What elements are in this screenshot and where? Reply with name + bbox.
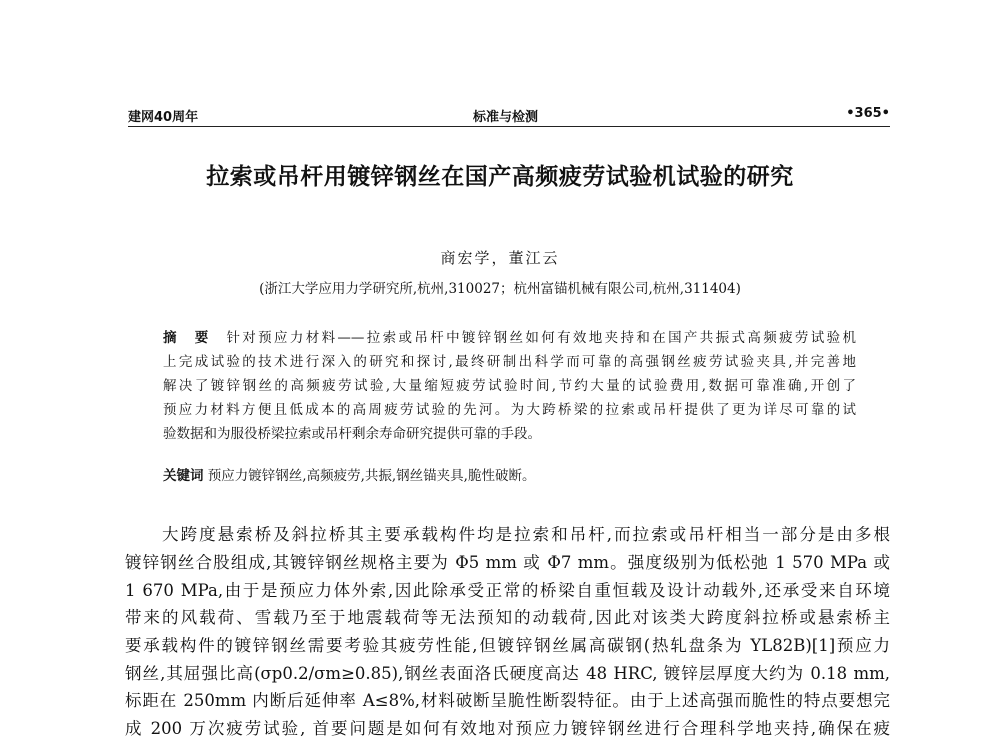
abstract-label: 摘 要 (163, 330, 211, 346)
abstract-line: 预应力材料方便且低成本的高周疲劳试验的先河。为大跨桥梁的拉索或吊杆提供了更为详尽可靠的试 (163, 402, 856, 418)
header-section: 标准与检测 (473, 110, 539, 125)
keywords-text: 预应力镀锌钢丝,高频疲劳,共振,钢丝锚夹具,脆性破断。 (207, 468, 536, 484)
running-header (128, 104, 890, 127)
body-line: 大跨度悬索桥及斜拉桥其主要承载构件均是拉索和吊杆,而拉索或吊杆相当一部分是由多根 (125, 525, 890, 544)
abstract-text: 针对预应力材料——拉索或吊杆中镀锌钢丝如何有效地夹持和在国产共振式高频疲劳试验机 (226, 330, 857, 346)
header-left: 建网40周年 (128, 110, 199, 125)
body-line: 标距在 250mm 内断后延伸率 A≤8%,材料破断呈脆性断裂特征。由于上述高强而脆性的特点要想完 (125, 691, 890, 710)
body-line: 要承载构件的镀锌钢丝需要考验其疲劳性能,但镀锌钢丝属高碳钢(热轧盘条为 YL82B)[1]预应力 (125, 636, 890, 655)
keywords (163, 464, 535, 484)
abstract-line: 验数据和为服役桥梁拉索或吊杆剩余寿命研究提供可靠的手段。 (163, 426, 541, 442)
authors: 商宏学，董江云 (440, 249, 560, 267)
affiliation: (浙江大学应用力学研究所,杭州,310027；杭州富锚机械有限公司,杭州,311404) (259, 281, 741, 297)
abstract-line: 解决了镀锌钢丝的高频疲劳试验,大量缩短疲劳试验时间,节约大量的试验费用,数据可靠准确,开创了 (163, 378, 856, 394)
body-line: 镀锌钢丝合股组成,其镀锌钢丝规格主要为 Φ5 mm 或 Φ7 mm。强度级别为低松弛 1 570 MPa 或 (125, 553, 890, 572)
abstract-line: 上完成试验的技术进行深入的研究和探讨,最终研制出科学而可靠的高强钢丝疲劳试验夹具,并完善地 (163, 354, 856, 370)
body-line: 1 670 MPa,由于是预应力体外索,因此除承受正常的桥梁自重恒载及设计动载外,还承受来自环境 (125, 581, 890, 600)
paper-title: 拉索或吊杆用镀锌钢丝在国产高频疲劳试验机试验的研究 (206, 164, 794, 190)
abstract-line (163, 326, 856, 346)
body-line: 成 200 万次疲劳试验, 首要问题是如何有效地对预应力镀锌钢丝进行合理科学地夹持,确保在疲 (125, 719, 890, 738)
body-line: 钢丝,其屈强比高(σp0.2/σm≥0.85),钢丝表面洛氏硬度高达 48 HRC, 镀锌层厚度大约为 0.18 mm, (125, 664, 890, 683)
keywords-label: 关键词 (163, 468, 204, 484)
body-line: 带来的风载荷、雪载乃至于地震载荷等无法预知的动载荷,因此对该类大跨度斜拉桥或悬索桥主 (125, 608, 890, 627)
page-number: •365• (846, 106, 890, 121)
